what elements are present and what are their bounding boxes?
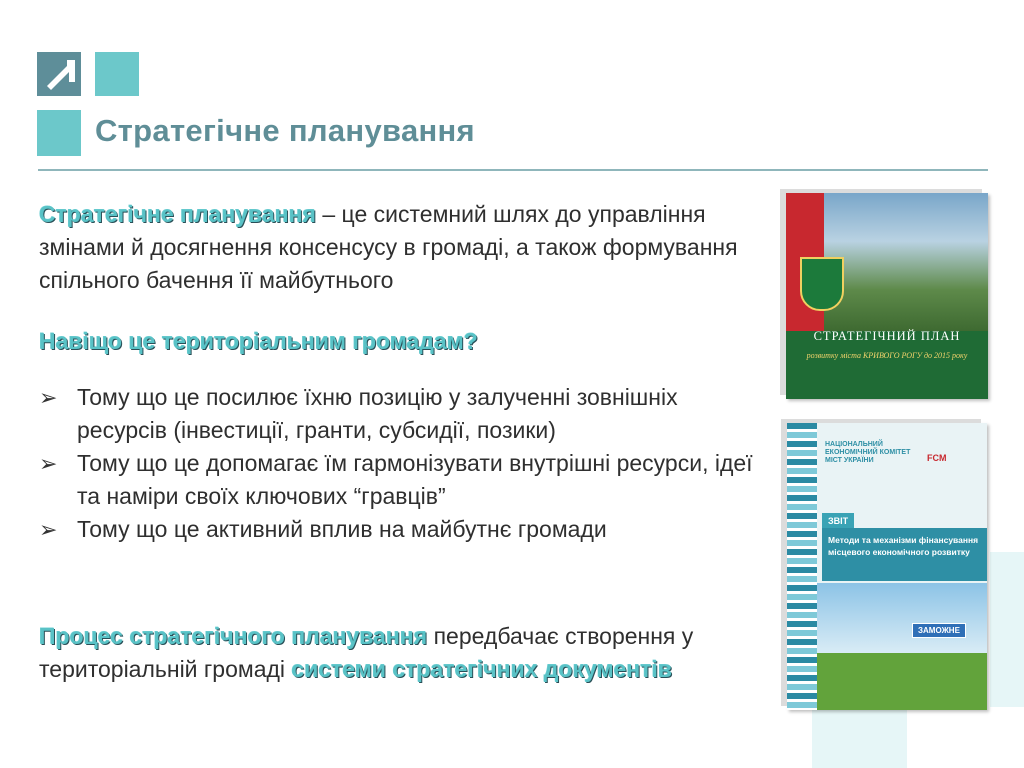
report-logos: НАЦІОНАЛЬНИЙ ЕКОНОМІЧНИЙ КОМІТЕТ МІСТ УКРАЇНИ	[825, 441, 911, 464]
question-heading: Навіщо це територіальним громадам?	[39, 328, 478, 354]
fcm-logo: FCM	[927, 453, 947, 463]
strategic-plan-cover-image	[786, 193, 988, 399]
report-title: Методи та механізми фінансування місцевого економічного розвитку	[822, 528, 987, 581]
list-item-text: Тому що це допомагає їм гармонізувати внутрішні ресурси, ідеї та наміри своїх ключових “гравців”	[77, 450, 753, 509]
report-label: ЗВІТ	[822, 513, 854, 529]
logo-square-bottom-left	[37, 110, 81, 156]
list-item-text: Тому що це активний вплив на майбутнє громади	[77, 516, 607, 542]
definition-term: Стратегічне планування	[39, 201, 316, 227]
definition-paragraph	[39, 198, 779, 297]
report-cover-image	[787, 423, 987, 710]
report-road-field	[817, 653, 987, 710]
process-term-2: системи стратегічних документів	[291, 656, 673, 682]
arrow-bullet-icon: ➢	[39, 451, 58, 476]
decorative-square	[812, 708, 907, 768]
logo-arrow-square	[37, 52, 81, 96]
process-text: передбачає створення у територіальній громаді	[39, 623, 694, 682]
page-title: Стратегічне планування	[95, 113, 475, 148]
arrow-bullet-icon: ➢	[39, 385, 58, 410]
cover-subtitle: розвитку міста КРИВОГО РОГУ до 2015 року	[806, 351, 968, 360]
cover-photo-collage	[824, 193, 988, 331]
coat-of-arms-icon	[800, 257, 844, 311]
process-paragraph	[39, 620, 739, 686]
list-item	[39, 447, 759, 513]
logo-square-top-right	[95, 52, 139, 96]
process-term: Процес стратегічного планування	[39, 623, 428, 649]
cover-title: СТРАТЕГІЧНИЙ ПЛАН	[813, 329, 961, 343]
road-sign: ЗАМОЖНЕ	[912, 623, 966, 638]
list-item	[39, 513, 759, 546]
list-item	[39, 381, 759, 447]
list-item-text: Тому що це посилює їхню позицію у залученні зовнішніх ресурсів (інвестиції, гранти, субсидії, позики)	[77, 384, 678, 443]
title-divider	[38, 169, 988, 171]
bullet-list	[39, 381, 759, 546]
embroidery-ornament	[787, 423, 817, 710]
definition-text: – це системний шлях до управління змінами й досягнення консенсусу в громаді, а також формування спільного бачення її майбутнього	[39, 201, 738, 293]
arrow-icon	[37, 52, 81, 96]
decorative-square	[990, 552, 1024, 707]
arrow-bullet-icon: ➢	[39, 517, 58, 542]
report-sky	[817, 583, 987, 653]
